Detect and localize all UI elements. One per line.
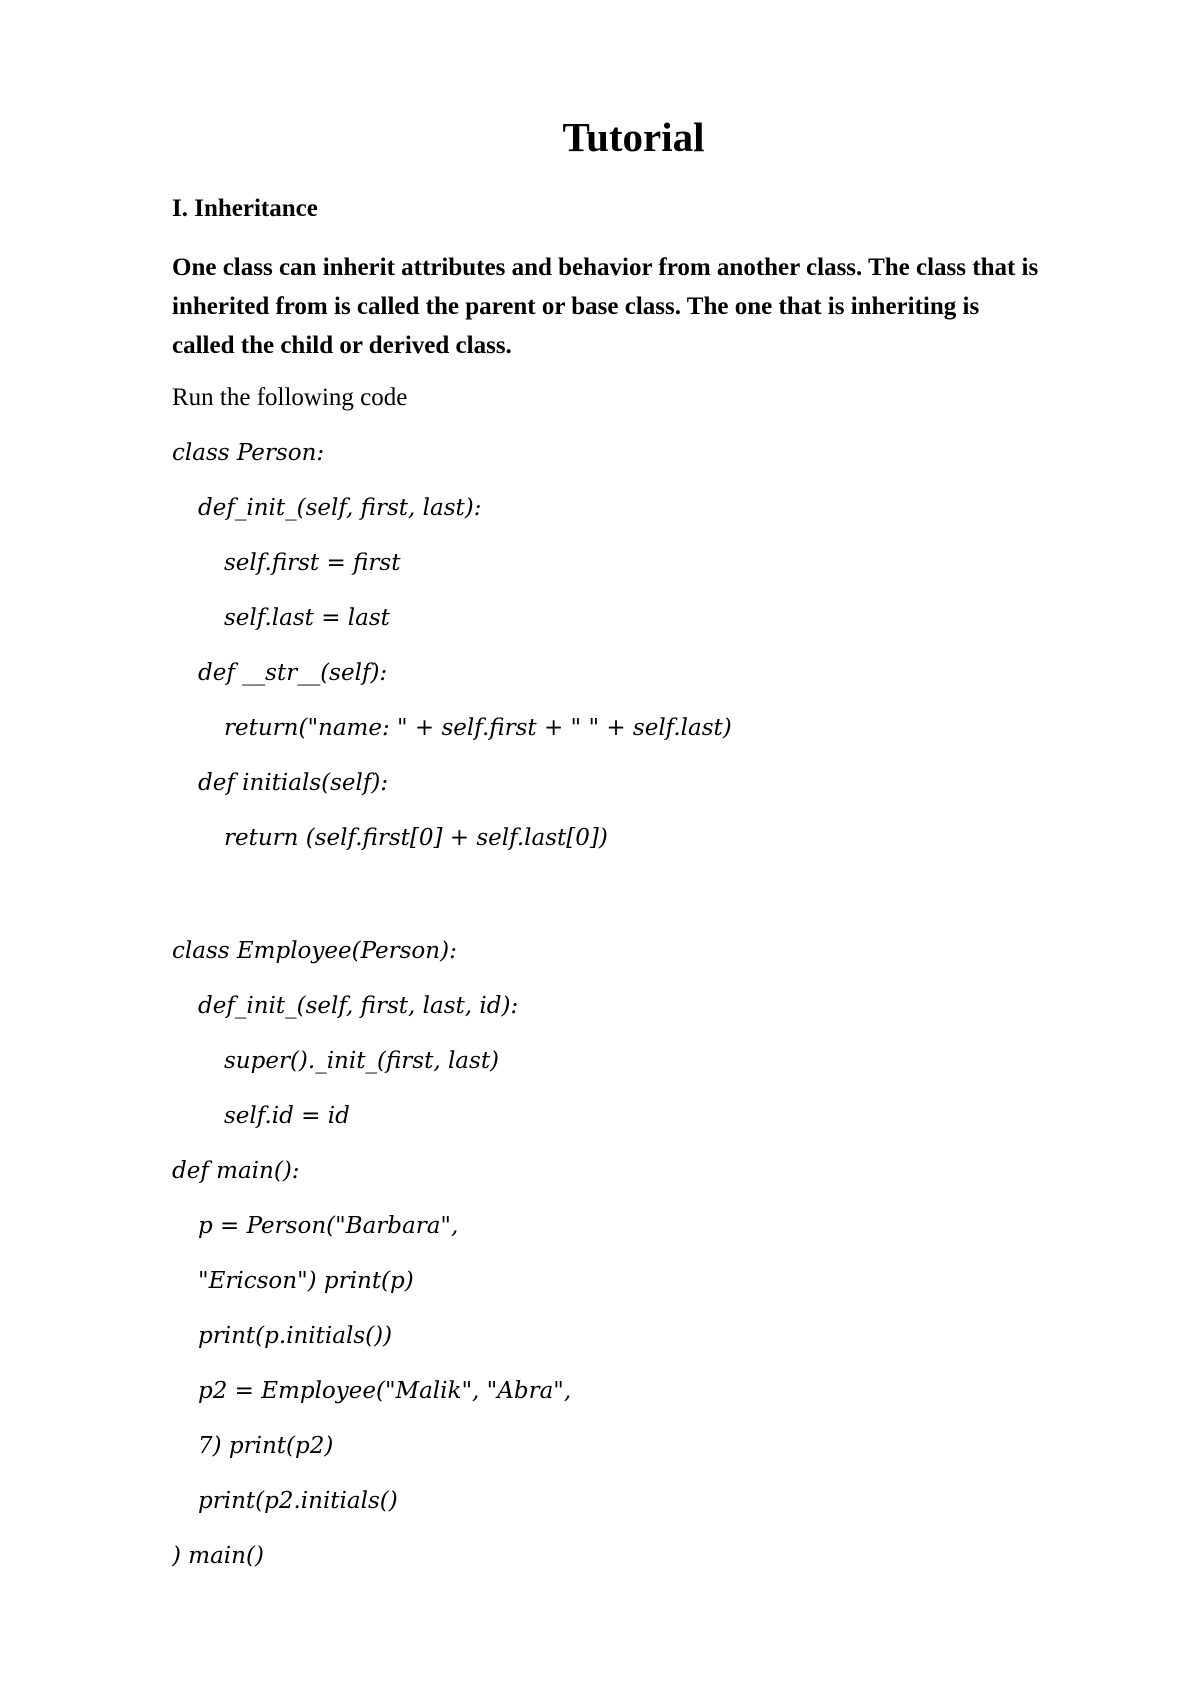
code-line: class Employee(Person): — [172, 938, 457, 964]
code-line: return("name: " + self.first + " " + self.last) — [224, 715, 732, 741]
intro-line: One class can inherit attributes and behavior from another class. The class that is — [172, 254, 1039, 281]
code-line: class Person: — [172, 440, 325, 466]
page-title: Tutorial — [562, 114, 705, 160]
intro-line: inherited from is called the parent or base class. The one that is inheriting is — [172, 293, 980, 320]
code-line: self.last = last — [224, 605, 390, 631]
section-heading: I. Inheritance — [172, 195, 318, 222]
code-line: def initials(self): — [198, 770, 389, 796]
code-line: 7) print(p2) — [198, 1433, 334, 1459]
code-line: def_init_(self, first, last): — [198, 495, 482, 521]
code-line: p = Person("Barbara", — [198, 1213, 459, 1239]
code-line: def main(): — [172, 1158, 300, 1184]
code-line: p2 = Employee("Malik", "Abra", — [198, 1378, 572, 1404]
code-line: "Ericson") print(p) — [198, 1268, 414, 1294]
code-line: print(p2.initials() — [198, 1488, 398, 1514]
code-line: return (self.first[0] + self.last[0]) — [224, 825, 608, 851]
intro-paragraph — [172, 248, 1092, 365]
code-line: def __str__(self): — [198, 660, 388, 686]
run-instruction: Run the following code — [172, 384, 408, 411]
code-line: super()._init_(first, last) — [224, 1048, 500, 1074]
code-line: ) main() — [172, 1543, 264, 1569]
code-line: self.id = id — [224, 1103, 350, 1129]
code-line: def_init_(self, first, last, id): — [198, 993, 519, 1019]
code-line: print(p.initials()) — [198, 1323, 393, 1349]
intro-line: called the child or derived class. — [172, 332, 512, 359]
code-line: self.first = first — [224, 550, 401, 576]
